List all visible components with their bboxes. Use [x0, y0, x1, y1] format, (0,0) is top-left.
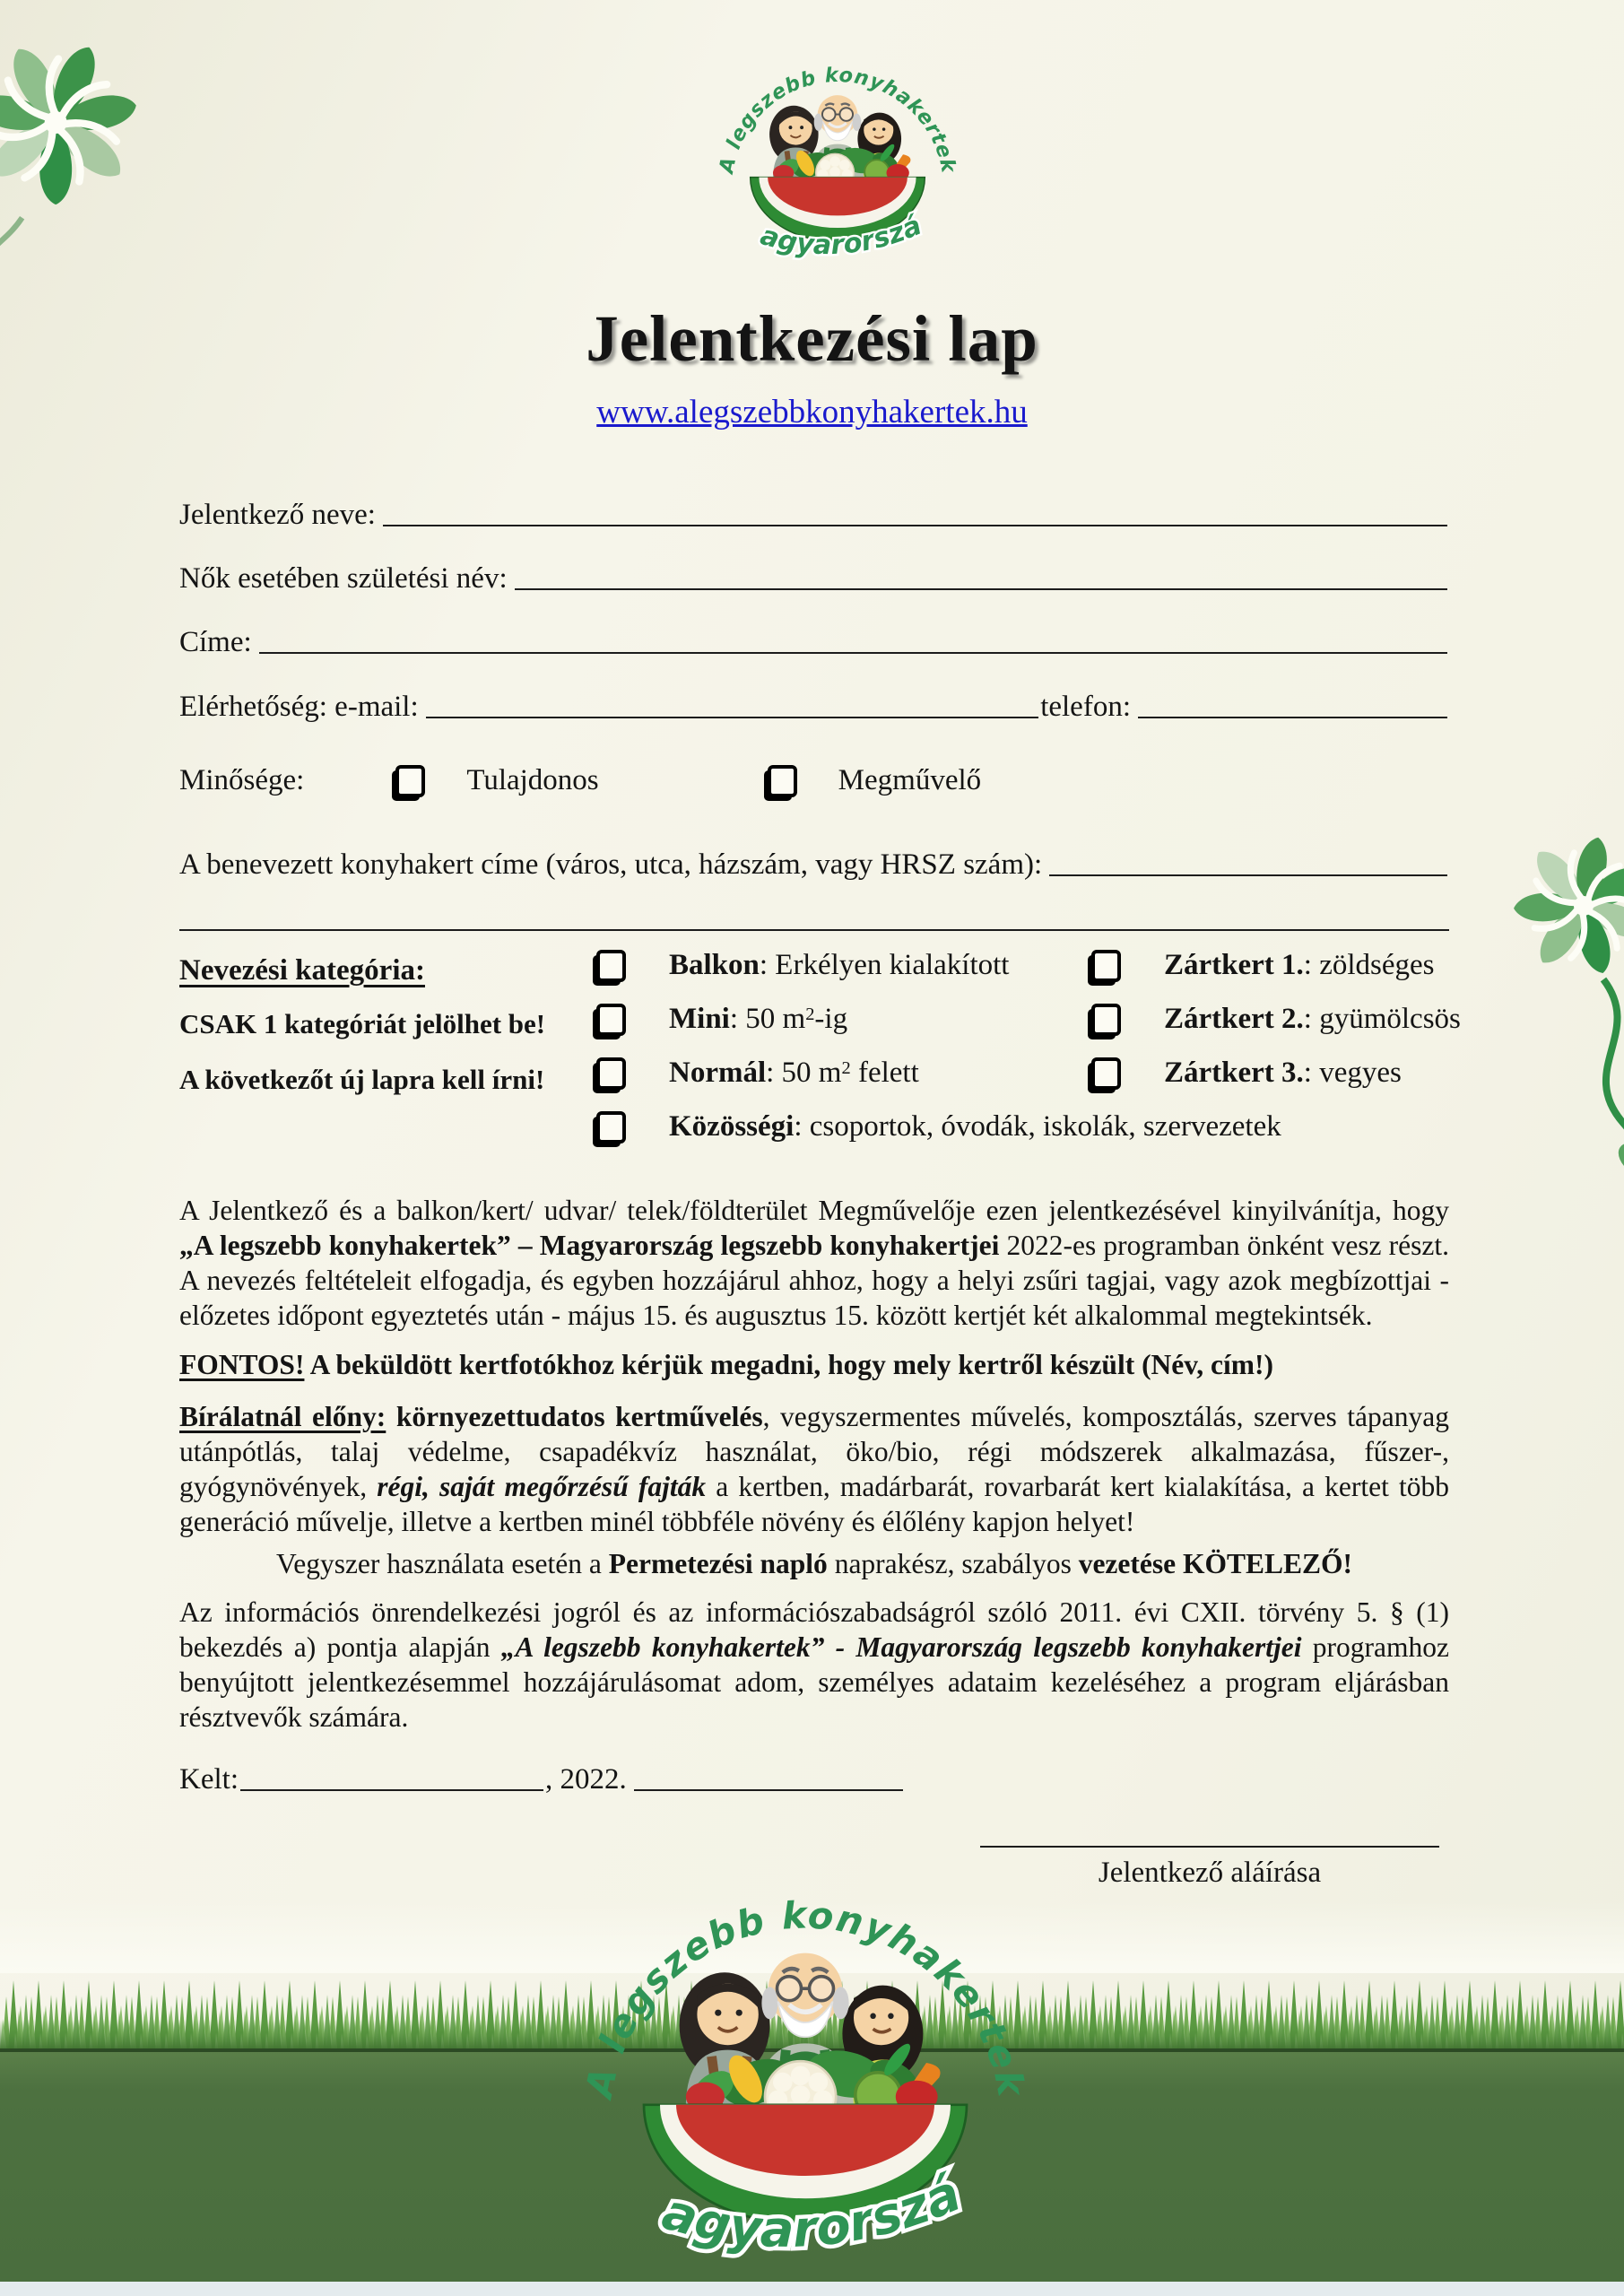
cultivator-option-label: Megművelő — [838, 764, 982, 796]
normal-checkbox[interactable] — [596, 1057, 626, 1090]
jury-paragraph: A nevezés feltételeit elfogadja, és egyben hozzájárul ahhoz, hogy a helyi zsűri tagjai, vagy azok megbízottjai - előzetes időpont egyeztetés után - május 15. és augusztus 15. között kertjét két alkalommal megtekintsék. — [179, 1265, 1449, 1331]
category-row-balkon — [592, 949, 1009, 982]
zartkert1-name: Zártkert 1. — [1164, 949, 1304, 981]
advantage-label: Bírálatnál előny: — [179, 1401, 386, 1432]
privacy-paragraph: Az információs önrendelkezési jogról és az információszabadságról szóló 2011. évi CXII. törvény 5. § (1) bekezdés a) pontja alapján „A legszebb konyhakertek” - Magyarország legszebb konyhakertjei programhoz benyújtott jelentkezésemmel hozzájárulásomat adom, személyes adataim kezeléséhez a program eljárásban résztvevők számára. — [179, 1596, 1449, 1733]
flower-decoration-top-left — [0, 0, 187, 283]
normal-name: Normál — [669, 1057, 767, 1089]
field-row-contact — [179, 691, 1449, 724]
program-logo-top — [707, 32, 968, 264]
program-logo-bottom — [563, 1837, 1047, 2265]
category-heading: Nevezési kategória: — [179, 954, 425, 987]
page-title: Jelentkezési lap — [586, 302, 1038, 375]
role-row — [179, 764, 981, 797]
category-row-kozossegi — [592, 1110, 1281, 1144]
zartkert1-checkbox[interactable] — [1091, 950, 1121, 982]
flower-decoration-right — [1469, 809, 1624, 1186]
zartkert2-desc: : gyümölcsös — [1303, 1003, 1461, 1035]
chemical-note: Vegyszer használata esetén a Permetezési napló naprakész, szabályos vezetése KÖTELEZŐ! — [275, 1548, 1353, 1579]
zartkert3-checkbox[interactable] — [1091, 1057, 1121, 1090]
mini-desc: : 50 m — [729, 1003, 806, 1035]
zartkert1-desc: : zöldséges — [1303, 949, 1435, 981]
balkon-desc: : Erkélyen kialakított — [759, 949, 1010, 981]
signature-fill-line[interactable] — [980, 1812, 1439, 1848]
zartkert2-checkbox[interactable] — [1091, 1004, 1121, 1036]
email-fill-line[interactable] — [426, 708, 1039, 718]
date-label: Kelt: — [179, 1763, 239, 1796]
date-place-fill-line[interactable] — [240, 1780, 543, 1791]
mini-checkbox[interactable] — [596, 1004, 626, 1036]
bottom-strip — [0, 2282, 1624, 2296]
address-fill-line[interactable] — [259, 643, 1447, 654]
owner-checkbox[interactable] — [395, 765, 425, 797]
date-row — [179, 1763, 924, 1796]
zartkert3-desc: : vegyes — [1303, 1057, 1402, 1089]
role-label: Minősége: — [179, 764, 305, 796]
category-row-mini: Mini: 50 $m^2-ig$ — [592, 1003, 847, 1036]
kozossegi-name: Közösségi — [669, 1110, 795, 1143]
kozossegi-desc: : csoportok, óvodák, iskolák, szervezetek — [794, 1110, 1281, 1143]
category-row-normal: Normál: 50 $m^2$ felett — [592, 1057, 919, 1090]
email-label: Elérhetőség: e-mail: — [179, 691, 419, 723]
mini-name: Mini — [669, 1003, 730, 1035]
category-row-zartkert3 — [1087, 1057, 1402, 1090]
balkon-checkbox[interactable] — [596, 950, 626, 982]
birth-name-fill-line[interactable] — [515, 579, 1447, 590]
owner-option-label: Tulajdonos — [466, 764, 599, 796]
website-link[interactable]: www.alegszebbkonyhakertek.hu — [596, 394, 1028, 430]
address-label: Címe: — [179, 626, 252, 658]
category-row-zartkert2 — [1087, 1003, 1461, 1036]
category-note-2: A következőt új lapra kell írni! — [179, 1064, 545, 1095]
advantage-paragraph: Bírálatnál előny: környezettudatos kertművelés, vegyszermentes művelés, komposztálás, szerves tápanyag utánpótlás, talaj védelme, csapadékvíz használat, öko/bio, régi módszerek alkalmazása, fűszer-, gyógynövények, régi, saját megőrzésű fajták a kertben, madárbarát, rovarbarát kert kialakítása, a kertet több generáció művelje, illetve a kertben minél többféle növény és élőlény kapjon helyet! — [179, 1401, 1450, 1537]
name-label: Jelentkező neve: — [179, 499, 376, 531]
year-text: , 2022. — [544, 1763, 627, 1796]
signature-label: Jelentkező aláírása — [1098, 1857, 1322, 1889]
important-note: FONTOS! A beküldött kertfotókhoz kérjük megadni, hogy mely kertről készült (Név, cím!) — [179, 1349, 1274, 1380]
garden-address-fill-line[interactable] — [1049, 865, 1447, 876]
garden-address-label: A benevezett konyhakert címe (város, utca, házszám, vagy HRSZ szám): — [179, 848, 1043, 881]
birth-name-label: Nők esetében születési név: — [179, 562, 508, 595]
balkon-name: Balkon — [669, 949, 760, 981]
category-note-1: CSAK 1 kategóriát jelölhet be! — [179, 1008, 546, 1039]
declaration-paragraph: A Jelentkező és a balkon/kert/ udvar/ telek/földterület Megművelője ezen jelentkezésével kinyilvánítja, hogy „A legszebb konyhakertek” – Magyarország legszebb konyhakertjei 2022-es programban önként vesz részt. A nevezés feltételeit elfogadja, és egyben hozzájárul ahhoz, hogy a helyi zsűri tagjai, vagy azok megbízottjai - előzetes időpont egyeztetés után - május 15. és augusztus 15. között kertjét két alkalommal megtekintsék. — [179, 1195, 1450, 1331]
normal-desc: : 50 m — [766, 1057, 842, 1089]
phone-label: telefon: — [1040, 691, 1131, 723]
website-url-row — [0, 393, 1624, 431]
zartkert3-name: Zártkert 3. — [1164, 1057, 1304, 1089]
category-row-zartkert1 — [1087, 949, 1435, 982]
important-label: FONTOS! — [179, 1349, 305, 1380]
garden-address-fill-line-2[interactable] — [179, 897, 1449, 931]
kozossegi-checkbox[interactable] — [596, 1111, 626, 1144]
phone-fill-line[interactable] — [1138, 708, 1447, 718]
field-row-name — [179, 499, 1449, 532]
field-row-address — [179, 626, 1449, 659]
name-fill-line[interactable] — [383, 516, 1447, 526]
date-day-fill-line[interactable] — [634, 1780, 903, 1791]
zartkert2-name: Zártkert 2. — [1164, 1003, 1304, 1035]
field-row-birth-name — [179, 562, 1449, 596]
field-row-garden-address — [179, 848, 1449, 882]
cultivator-checkbox[interactable] — [768, 765, 797, 797]
